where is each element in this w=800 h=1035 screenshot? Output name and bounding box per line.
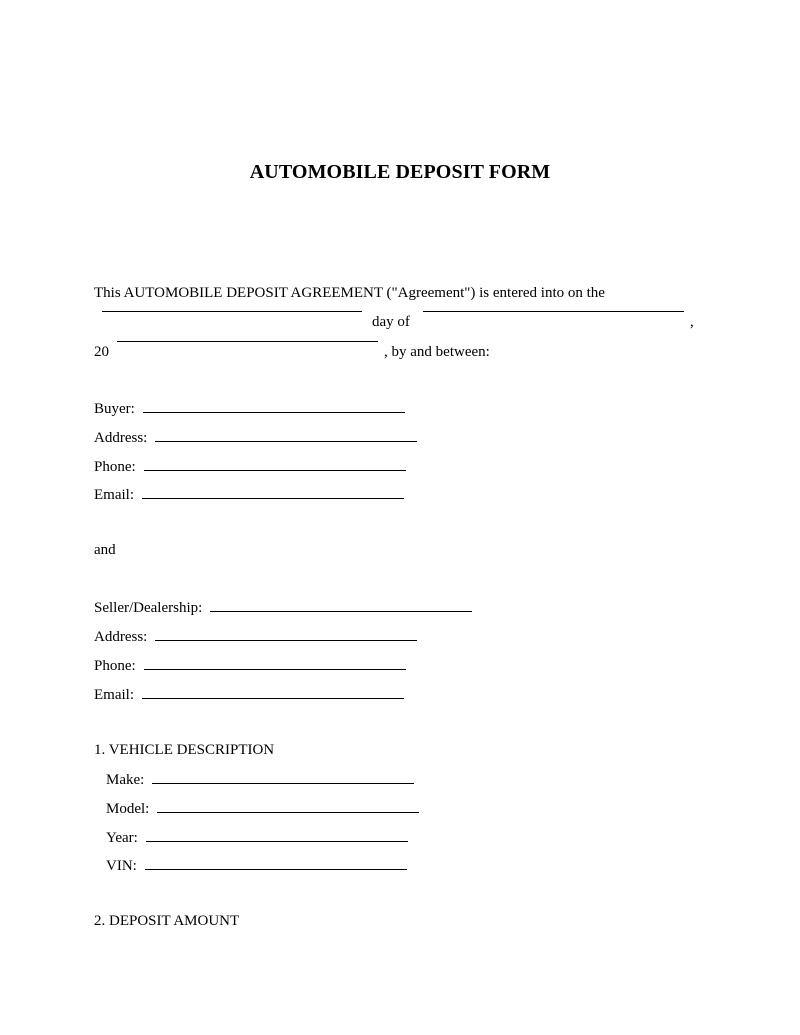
section-2-heading: 2. DEPOSIT AMOUNT [94, 913, 240, 929]
seller-email-field[interactable] [142, 684, 404, 699]
seller-email-label: Email: [94, 687, 134, 703]
make-label: Make: [106, 772, 145, 788]
year-prefix-text: 20 [94, 344, 109, 360]
seller-phone-label: Phone: [94, 658, 136, 674]
model-row [106, 798, 419, 818]
buyer-address-label: Address: [94, 430, 148, 446]
seller-name-row [94, 597, 472, 617]
day-of-text: day of [372, 314, 410, 330]
buyer-address-row [94, 427, 417, 447]
year-label: Year: [106, 830, 138, 846]
date-month-field[interactable] [423, 311, 684, 312]
section-1-heading: 1. VEHICLE DESCRIPTION [94, 742, 275, 758]
seller-name-label: Seller/Dealership: [94, 600, 203, 616]
buyer-name-row [94, 398, 405, 418]
model-field[interactable] [157, 798, 419, 813]
seller-phone-row [94, 655, 406, 675]
seller-address-row [94, 626, 417, 646]
seller-address-field[interactable] [155, 626, 417, 641]
model-label: Model: [106, 801, 150, 817]
buyer-email-field[interactable] [142, 484, 404, 499]
buyer-phone-label: Phone: [94, 459, 136, 475]
make-field[interactable] [152, 769, 414, 784]
buyer-email-row [94, 484, 404, 504]
date-day-field[interactable] [102, 311, 362, 312]
buyer-email-label: Email: [94, 487, 134, 503]
seller-name-field[interactable] [210, 597, 472, 612]
intro-line-1: This AUTOMOBILE DEPOSIT AGREEMENT ("Agreement") is entered into on the [94, 285, 605, 301]
make-row [106, 769, 414, 789]
buyer-name-label: Buyer: [94, 401, 135, 417]
seller-email-row [94, 684, 404, 704]
year-row [106, 827, 408, 847]
year-field[interactable] [146, 827, 408, 842]
vin-row [106, 855, 407, 875]
vin-field[interactable] [145, 855, 407, 870]
comma-text: , [690, 314, 694, 330]
buyer-phone-row [94, 456, 406, 476]
seller-phone-field[interactable] [144, 655, 406, 670]
buyer-name-field[interactable] [143, 398, 405, 413]
document-title: AUTOMOBILE DEPOSIT FORM [249, 161, 551, 183]
and-text: and [94, 542, 116, 558]
buyer-address-field[interactable] [155, 427, 417, 442]
seller-address-label: Address: [94, 629, 148, 645]
vin-label: VIN: [106, 858, 137, 874]
buyer-phone-field[interactable] [144, 456, 406, 471]
date-year-field[interactable] [117, 341, 378, 342]
by-and-between-text: , by and between: [384, 344, 490, 360]
